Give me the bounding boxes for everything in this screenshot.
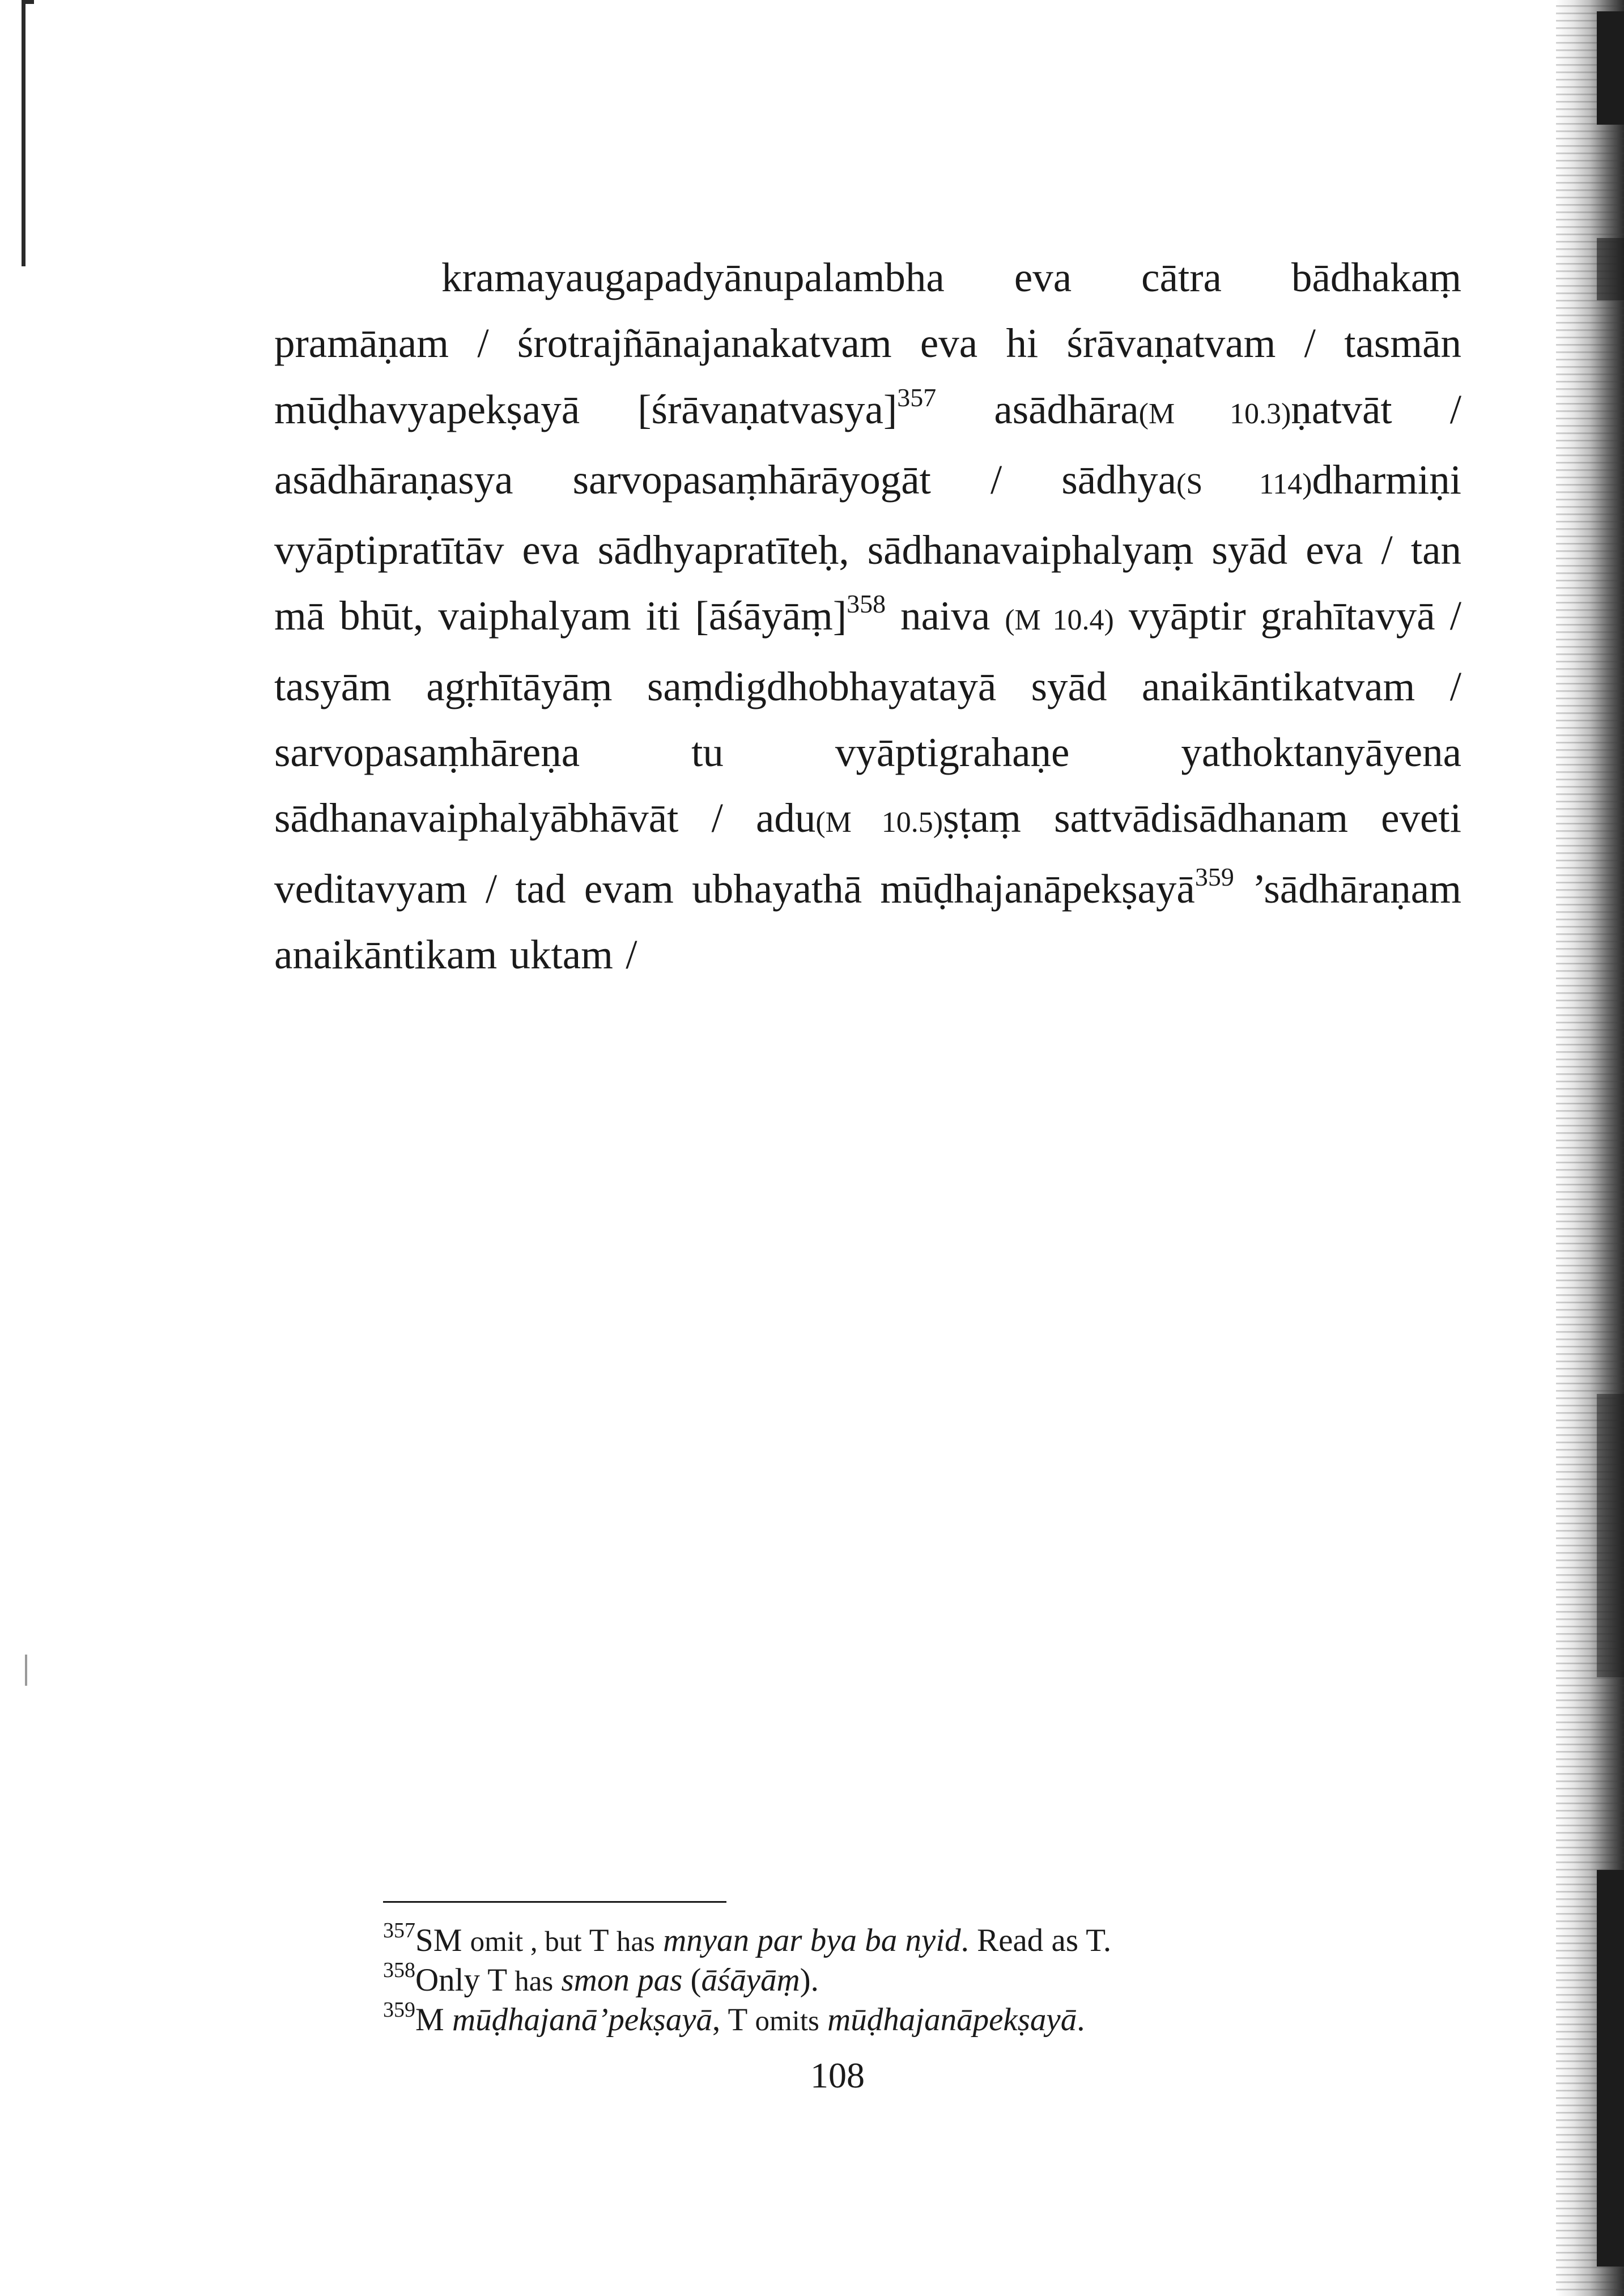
manuscript-ref: (M 10.5) [815, 806, 943, 839]
text-run: ṇatvāt / [1291, 386, 1462, 432]
text-run: mā bhūt, vaiphalyam iti [āśāyāṃ] [274, 593, 847, 639]
footnote-text: Only T [415, 1962, 515, 1998]
manuscript-ref: (M 10.4) [1005, 604, 1114, 637]
footnote-text: . Read as T. [960, 1923, 1112, 1958]
footnote-italic: mūḍhajanā’pekṣayā [452, 2002, 712, 2038]
footnote-number: 359 [383, 1998, 415, 2022]
footnote-text: ). [800, 1962, 819, 1998]
text-run: sādhanavaiphalyābhāvāt / adu [274, 795, 816, 841]
footnotes-block [383, 1921, 1403, 2040]
text-run: vyāptipratītāv eva sādhyapratīteḥ, sādhanavaiphalyaṃ syād eva / tan [274, 527, 1461, 573]
manuscript-ref: (S 114) [1176, 467, 1312, 500]
footnote [383, 1921, 1403, 1961]
text-run: mūḍhavyapekṣayā [śrāvaṇatvasya] [274, 386, 898, 432]
text-run: sarvopasaṃhāreṇa tu vyāptigrahaṇe yathoktanyāyena [274, 729, 1461, 776]
text-run: vyāptir grahītavyā / [1113, 593, 1461, 639]
text-run: asādhāraṇasya sarvopasaṃhārāyogāt / sādhya [274, 456, 1177, 503]
footnote-small-text: omits [755, 2005, 819, 2037]
text-run: dharmiṇi [1312, 456, 1461, 503]
footnote-text: T [581, 1923, 617, 1958]
footnote-text [553, 1962, 561, 1998]
text-run: veditavyam / tad evam ubhayathā mūḍhajanāpekṣayā [274, 865, 1195, 912]
scan-speck [25, 1655, 27, 1686]
footnote-italic: mnyan par bya ba nyid [663, 1923, 961, 1958]
footnote-small-text: has [616, 1926, 655, 1958]
text-run: anaikāntikam uktam / [274, 931, 637, 977]
page-number: 108 [810, 2055, 865, 2095]
text-run: pramāṇam / śrotrajñānajanakatvam eva hi śrāvaṇatvam / tasmān [274, 320, 1461, 367]
text-run: asādhāra [936, 386, 1139, 432]
footnote [383, 2000, 1403, 2040]
footnote-ref: 359 [1194, 862, 1234, 891]
footnote-small-text: has [515, 1966, 554, 1997]
footnote-text: , T [712, 2002, 755, 2038]
footnote-number: 357 [383, 1919, 415, 1942]
scan-edge-shadow [1556, 0, 1624, 2296]
footnote-small-text: omit , but [470, 1926, 582, 1958]
footnote-text [655, 1923, 663, 1958]
text-run: ’sādhāraṇam [1234, 865, 1461, 912]
main-text-block [274, 245, 1461, 988]
footnote-text: SM [415, 1923, 470, 1958]
footnote-italic: smon pas [561, 1962, 683, 1998]
text-run: naiva [886, 593, 1005, 639]
manuscript-ref: (M 10.3) [1138, 397, 1291, 430]
text-run: kramayaugapadyānupalambha eva cātra bādhakaṃ [441, 254, 1461, 300]
footnote-text: ( [682, 1962, 702, 1998]
footnote-text: . [1077, 2002, 1085, 2038]
footnote-italic: mūḍhajanāpekṣayā [827, 2002, 1077, 2038]
text-run: tasyām agṛhītāyāṃ saṃdigdhobhayatayā syād anaikāntikatvam / [274, 663, 1461, 709]
footnote-number: 358 [383, 1958, 415, 1982]
footnote-text [819, 2002, 827, 2038]
text-run: ṣṭaṃ sattvādisādhanam eveti [943, 795, 1461, 841]
footnote [383, 1958, 1403, 2000]
footnote-text: M [415, 2002, 452, 2038]
scan-corner-mark [0, 0, 34, 266]
footnote-rule [383, 1901, 726, 1903]
footnote-ref: 357 [897, 382, 937, 412]
footnote-ref: 358 [847, 589, 886, 619]
footnote-italic: āśāyāṃ [701, 1962, 800, 1998]
